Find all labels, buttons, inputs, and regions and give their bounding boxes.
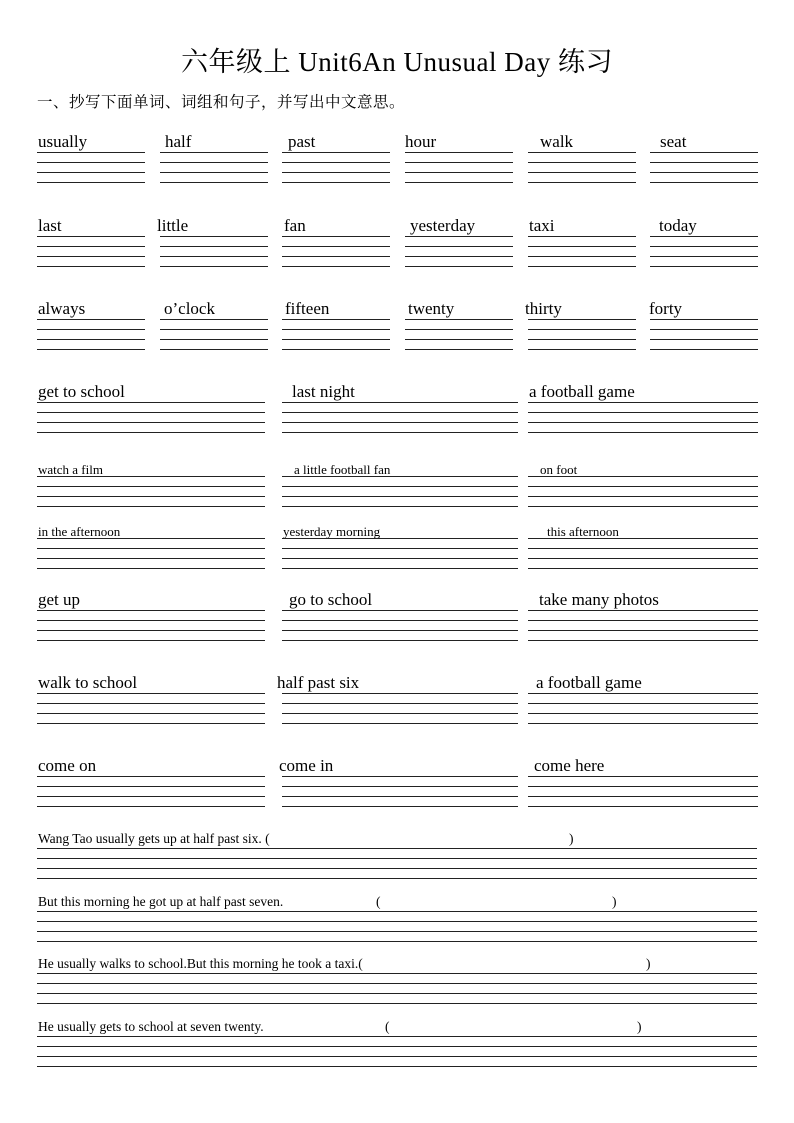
writing-line	[37, 319, 145, 320]
writing-line	[282, 412, 518, 413]
copy-cell	[528, 756, 758, 812]
writing-line	[282, 432, 518, 433]
copy-cell-label: a football game	[536, 673, 642, 692]
copy-cell-label: go to school	[289, 590, 373, 609]
writing-line	[37, 486, 265, 487]
writing-line	[37, 432, 265, 433]
sentence-text: He usually gets to school at seven twenty.	[38, 1019, 264, 1034]
copy-cell-label: come here	[534, 756, 605, 775]
writing-line	[37, 878, 757, 879]
writing-line	[37, 236, 145, 237]
writing-line	[405, 246, 513, 247]
writing-line	[37, 868, 757, 869]
writing-line	[282, 256, 390, 257]
writing-line	[160, 172, 268, 173]
writing-line	[528, 329, 636, 330]
writing-line	[282, 640, 518, 641]
copy-cell	[528, 382, 758, 438]
writing-line	[282, 568, 518, 569]
writing-line	[282, 620, 518, 621]
writing-line	[37, 568, 265, 569]
copy-cell	[528, 518, 758, 574]
writing-line	[37, 339, 145, 340]
writing-line	[160, 349, 268, 350]
copy-cell	[650, 216, 758, 272]
copy-cell	[528, 216, 636, 272]
copy-cell	[650, 299, 758, 355]
copy-cell-label: twenty	[408, 299, 455, 318]
writing-line	[282, 182, 390, 183]
copy-cell-label: take many photos	[539, 590, 659, 609]
writing-line	[282, 422, 518, 423]
close-paren: )	[569, 831, 574, 846]
writing-line	[37, 1066, 757, 1067]
writing-line	[528, 713, 758, 714]
writing-line	[282, 236, 390, 237]
writing-line	[528, 806, 758, 807]
copy-cell	[37, 673, 265, 729]
writing-line	[405, 256, 513, 257]
writing-line	[37, 548, 265, 549]
writing-line	[37, 538, 265, 539]
writing-line	[282, 776, 518, 777]
writing-line	[528, 266, 636, 267]
writing-line	[282, 486, 518, 487]
writing-line	[528, 776, 758, 777]
copy-cell	[282, 382, 518, 438]
copy-cell-label: get to school	[38, 382, 125, 401]
writing-line	[37, 786, 265, 787]
writing-line	[37, 640, 265, 641]
writing-line	[37, 776, 265, 777]
writing-line	[650, 339, 758, 340]
section-instruction: 一、抄写下面单词、词组和句子，并写出中文意思。	[37, 93, 406, 111]
copy-cell	[282, 518, 518, 574]
writing-line	[37, 402, 265, 403]
copy-cell-label: thirty	[525, 299, 562, 318]
writing-line	[650, 266, 758, 267]
copy-cell-label: watch a film	[38, 462, 103, 477]
writing-line	[37, 973, 757, 974]
writing-line	[528, 538, 758, 539]
copy-cell-label: fan	[284, 216, 306, 235]
writing-line	[37, 152, 145, 153]
writing-line	[282, 806, 518, 807]
writing-line	[37, 630, 265, 631]
close-paren: )	[612, 894, 617, 909]
writing-line	[405, 339, 513, 340]
copy-cell	[37, 590, 265, 646]
writing-line	[282, 266, 390, 267]
writing-line	[37, 796, 265, 797]
writing-line	[37, 693, 265, 694]
open-paren: (	[385, 1019, 390, 1034]
writing-line	[37, 182, 145, 183]
writing-line	[160, 256, 268, 257]
writing-line	[282, 319, 390, 320]
close-paren: )	[646, 956, 651, 971]
copy-cell-label: yesterday morning	[283, 524, 381, 539]
writing-line	[528, 548, 758, 549]
writing-line	[528, 402, 758, 403]
writing-line	[282, 610, 518, 611]
writing-line	[528, 693, 758, 694]
writing-line	[405, 266, 513, 267]
writing-line	[37, 412, 265, 413]
sentence-text: He usually walks to school.But this morning he took a taxi.(	[38, 956, 363, 971]
copy-cell	[277, 673, 518, 729]
copy-cell	[37, 216, 145, 272]
writing-line	[405, 319, 513, 320]
writing-line	[528, 640, 758, 641]
copy-cell-label: walk	[540, 132, 574, 151]
writing-line	[650, 236, 758, 237]
writing-line	[528, 236, 636, 237]
copy-cell	[405, 132, 513, 188]
copy-cell-label: today	[659, 216, 697, 235]
writing-line	[282, 558, 518, 559]
writing-line	[37, 1046, 757, 1047]
sentence-text: But this morning he got up at half past seven.	[38, 894, 284, 909]
copy-cell	[528, 132, 636, 188]
writing-line	[37, 172, 145, 173]
copy-cell	[37, 756, 265, 812]
writing-line	[282, 329, 390, 330]
writing-line	[650, 246, 758, 247]
writing-line	[528, 796, 758, 797]
writing-line	[528, 422, 758, 423]
writing-line	[37, 246, 145, 247]
copy-cell-label: on foot	[540, 462, 578, 477]
writing-line	[528, 568, 758, 569]
writing-line	[37, 506, 265, 507]
writing-line	[160, 246, 268, 247]
writing-line	[528, 558, 758, 559]
writing-line	[650, 329, 758, 330]
writing-line	[282, 506, 518, 507]
writing-line	[282, 703, 518, 704]
writing-line	[37, 610, 265, 611]
writing-line	[37, 806, 265, 807]
writing-line	[528, 349, 636, 350]
writing-line	[160, 162, 268, 163]
writing-line	[282, 339, 390, 340]
writing-line	[282, 476, 518, 477]
writing-line	[160, 236, 268, 237]
writing-line	[282, 723, 518, 724]
writing-line	[528, 412, 758, 413]
writing-line	[160, 319, 268, 320]
writing-line	[528, 496, 758, 497]
writing-line	[37, 1056, 757, 1057]
writing-line	[282, 496, 518, 497]
writing-line	[405, 172, 513, 173]
copy-cell-label: a little football fan	[294, 462, 391, 477]
copy-cell-label: fifteen	[285, 299, 330, 318]
writing-line	[37, 848, 757, 849]
writing-line	[282, 548, 518, 549]
writing-line	[37, 329, 145, 330]
copy-cell	[279, 756, 518, 812]
copy-cell-label: taxi	[529, 216, 555, 235]
copy-cell-label: get up	[38, 590, 81, 609]
writing-line	[528, 432, 758, 433]
writing-line	[405, 162, 513, 163]
close-paren: )	[637, 1019, 642, 1034]
copy-cell-label: come on	[38, 756, 97, 775]
writing-line	[37, 723, 265, 724]
writing-line	[37, 256, 145, 257]
copy-cell	[37, 518, 265, 574]
writing-line	[37, 1036, 757, 1037]
copy-cell	[37, 382, 265, 438]
writing-line	[405, 329, 513, 330]
writing-line	[528, 476, 758, 477]
writing-line	[528, 723, 758, 724]
copy-cell-label: in the afternoon	[38, 524, 121, 539]
copy-cell	[528, 590, 758, 646]
writing-line	[650, 319, 758, 320]
copy-cell-label: yesterday	[410, 216, 476, 235]
writing-line	[650, 256, 758, 257]
writing-line	[528, 152, 636, 153]
writing-line	[37, 1003, 757, 1004]
copy-cell	[157, 216, 268, 272]
writing-line	[37, 558, 265, 559]
writing-line	[282, 630, 518, 631]
writing-line	[37, 496, 265, 497]
writing-line	[650, 172, 758, 173]
copy-cell	[650, 132, 758, 188]
writing-line	[282, 172, 390, 173]
writing-line	[650, 182, 758, 183]
writing-line	[528, 246, 636, 247]
copy-cell-label: half	[165, 132, 192, 151]
writing-line	[528, 162, 636, 163]
writing-line	[37, 162, 145, 163]
writing-line	[160, 182, 268, 183]
writing-line	[282, 538, 518, 539]
writing-line	[160, 329, 268, 330]
writing-line	[282, 246, 390, 247]
writing-line	[528, 506, 758, 507]
writing-line	[528, 319, 636, 320]
copy-cell-label: o’clock	[164, 299, 215, 318]
copy-cell	[282, 299, 390, 355]
writing-line	[650, 152, 758, 153]
copy-cell	[282, 132, 390, 188]
writing-line	[282, 693, 518, 694]
sentence-block	[37, 955, 757, 1005]
writing-line	[37, 349, 145, 350]
sentence-block	[37, 893, 757, 943]
writing-line	[37, 476, 265, 477]
copy-cell	[405, 299, 513, 355]
open-paren: (	[376, 894, 381, 909]
copy-cell-label: come in	[279, 756, 334, 775]
copy-cell-label: walk to school	[38, 673, 138, 692]
copy-cell-label: little	[157, 216, 189, 235]
writing-line	[528, 703, 758, 704]
copy-cell-label: usually	[38, 132, 88, 151]
writing-line	[282, 162, 390, 163]
writing-line	[405, 236, 513, 237]
copy-cell	[282, 216, 390, 272]
writing-line	[528, 610, 758, 611]
writing-line	[37, 266, 145, 267]
writing-line	[528, 256, 636, 257]
sentence-text: Wang Tao usually gets up at half past six. (	[38, 831, 270, 846]
copy-cell	[160, 299, 268, 355]
copy-cell	[282, 590, 518, 646]
copy-cell	[525, 299, 636, 355]
writing-line	[405, 349, 513, 350]
copy-cell-label: half past six	[277, 673, 360, 692]
copy-cell	[37, 132, 145, 188]
writing-line	[528, 172, 636, 173]
worksheet-title: 六年级上 Unit6An Unusual Day 练习	[181, 47, 613, 77]
sentence-block	[37, 830, 757, 880]
copy-cell	[405, 216, 513, 272]
writing-line	[37, 858, 757, 859]
copy-cell	[37, 299, 145, 355]
copy-cell-label: seat	[660, 132, 687, 151]
writing-line	[528, 620, 758, 621]
writing-line	[37, 911, 757, 912]
copy-cell-label: last night	[292, 382, 355, 401]
writing-line	[282, 796, 518, 797]
copy-cell-label: always	[38, 299, 86, 318]
sentence-block	[37, 1018, 757, 1068]
copy-cell	[528, 456, 758, 512]
writing-line	[282, 349, 390, 350]
writing-line	[528, 486, 758, 487]
writing-line	[37, 993, 757, 994]
writing-line	[650, 162, 758, 163]
copy-cell	[528, 673, 758, 729]
copy-cell-label: a football game	[529, 382, 635, 401]
copy-cell-label: forty	[649, 299, 683, 318]
writing-line	[37, 620, 265, 621]
writing-line	[528, 786, 758, 787]
writing-line	[37, 931, 757, 932]
writing-line	[160, 266, 268, 267]
copy-cell-label: this afternoon	[547, 524, 619, 539]
writing-line	[282, 402, 518, 403]
copy-cell	[160, 132, 268, 188]
writing-line	[528, 630, 758, 631]
writing-line	[37, 422, 265, 423]
writing-line	[160, 339, 268, 340]
writing-line	[405, 182, 513, 183]
copy-cell	[37, 456, 265, 512]
writing-line	[405, 152, 513, 153]
copy-cell-label: hour	[405, 132, 437, 151]
writing-line	[37, 703, 265, 704]
copy-cell-label: past	[288, 132, 316, 151]
copy-cell	[282, 456, 518, 512]
writing-line	[37, 921, 757, 922]
writing-line	[528, 339, 636, 340]
writing-line	[37, 941, 757, 942]
writing-line	[37, 983, 757, 984]
writing-line	[282, 152, 390, 153]
writing-line	[282, 786, 518, 787]
writing-line	[528, 182, 636, 183]
writing-line	[282, 713, 518, 714]
writing-line	[37, 713, 265, 714]
writing-line	[160, 152, 268, 153]
writing-line	[650, 349, 758, 350]
copy-cell-label: last	[38, 216, 62, 235]
